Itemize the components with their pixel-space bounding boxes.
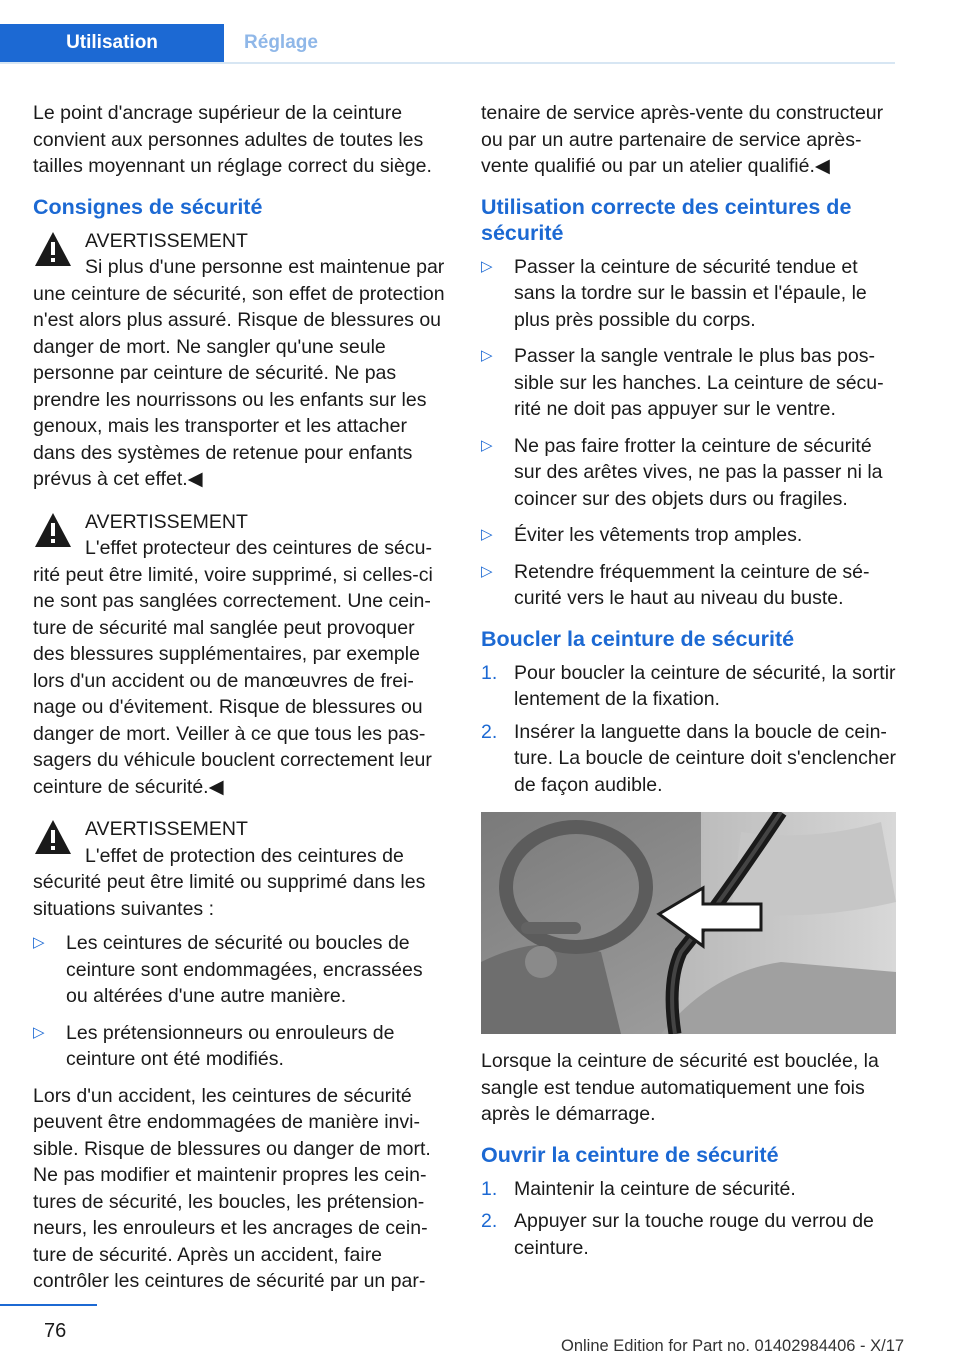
- heading-correct-use: Utilisation correcte des ceintures de sécurité: [481, 194, 852, 245]
- list-item: ▷ Passer la sangle ventrale le plus bas possible sur les hanches. La ceinture de sécurité ne doit pas appuyer sur le ventre.: [481, 345, 884, 420]
- buckle-steps: [481, 660, 897, 799]
- figure-caption: Lorsque la ceinture de sécurité est bouclée, la sangle est tendue automatiquement une fois après le démarrage.: [481, 1050, 879, 1125]
- seatbelt-figure: [481, 812, 896, 1034]
- triangle-bullet-icon: ▷: [33, 1023, 45, 1041]
- warning-block: [33, 509, 448, 801]
- triangle-bullet-icon: ▷: [481, 526, 493, 543]
- list-item: ▷ Les ceintures de sécurité ou boucles de ceinture sont endommagées, encrassées ou altérées d'une autre manière.: [33, 932, 423, 1007]
- list-item: ▷ Ne pas faire frotter la ceinture de sécurité sur des arêtes vives, ne pas la passer ni la coincer sur des objets durs ou fragiles.: [481, 434, 883, 510]
- list-item: 1. Pour boucler la ceinture de sécurité, la sortir lentement de la fixation.: [481, 661, 896, 710]
- triangle-bullet-icon: ▷: [481, 347, 493, 364]
- warning-text: L'effet de protection des ceintures de sécurité peut être limité ou supprimé dans les situations suivantes :: [33, 844, 426, 920]
- right-column: [481, 100, 897, 1273]
- triangle-bullet-icon: ▷: [481, 257, 493, 275]
- warning-title: AVERTISSEMENT: [85, 510, 248, 533]
- left-column: [33, 100, 448, 1307]
- tab-reglage[interactable]: Réglage: [244, 32, 318, 53]
- triangle-bullet-icon: ▷: [481, 436, 493, 454]
- warning-title: AVERTISSEMENT: [85, 229, 248, 252]
- warning-triangle-icon: [33, 511, 73, 549]
- heading-open: Ouvrir la ceinture de sécurité: [481, 1142, 779, 1167]
- page-number: 76: [44, 1320, 67, 1342]
- warning-text: L'effet protecteur des ceintures de sécurité peut être limité, voire supprimé, si celles-ci ne sont pas sanglées correctement. Une ceinture de sécurité mal sanglée peut provoquer des blessures supplémentaires, par exemple lors d'un accident ou de manœuvres de freinage ou d'évitement. Risque de blessures ou danger de mort. Veiller à ce que tous les passagers du véhicule bouclent correctement leur ceinture de sécurité.◀: [33, 537, 433, 798]
- list-item: 2. Appuyer sur la touche rouge du verrou de ceinture.: [481, 1210, 874, 1259]
- after-accident-paragraph: Lors d'un accident, les ceintures de sécurité peuvent être endommagées de manière invisible. Risque de blessures ou danger de mort. Ne pas modifier et maintenir propres les ceintures de sécurité, les boucles, les prétensionneurs, les enrouleurs et les ancrages de ceinture de sécurité. Après un accident, faire contrôler les ceintures de sécurité par un par-: [33, 1084, 431, 1292]
- intro-paragraph: Le point d'ancrage supérieur de la ceinture convient aux personnes adultes de toutes les tailles moyennant un réglage correct du siège.: [33, 102, 432, 177]
- list-item: ▷ Éviter les vêtements trop amples.: [481, 522, 897, 549]
- warning-text: Si plus d'une personne est maintenue par une ceinture de sécurité, son effet de protection n'est alors plus assuré. Risque de blessures ou danger de mort. Ne sangler qu'une seule personne par ceinture de sécurité. Ne pas prendre les nourrissons ou les enfants sur les genoux, mais les transporter et les attacher dans des systèmes de retenue pour enfants prévus à cet effet.◀: [33, 256, 445, 490]
- warning-triangle-icon: [33, 230, 73, 268]
- list-item: ▷ Passer la ceinture de sécurité tendue et sans la tordre sur le bassin et l'épaule, le plus près possible du corps.: [481, 255, 867, 331]
- list-item: 2. Insérer la languette dans la boucle de ceinture. La boucle de ceinture doit s'enclencher de façon audible.: [481, 720, 897, 796]
- triangle-bullet-icon: ▷: [33, 934, 45, 951]
- correct-use-list: [481, 254, 897, 612]
- footer-rule: [0, 1304, 97, 1306]
- list-item: ▷ Retendre fréquemment la ceinture de sécurité vers le haut au niveau du buste.: [481, 560, 870, 609]
- header-tabs: [0, 24, 895, 64]
- warning-triangle-icon: [33, 818, 73, 856]
- heading-buckle: Boucler la ceinture de sécurité: [481, 626, 795, 651]
- heading-safety: Consignes de sécurité: [33, 194, 263, 219]
- seat-illustration: [481, 812, 896, 1034]
- tab-utilisation[interactable]: Utilisation: [0, 24, 224, 62]
- triangle-bullet-icon: ▷: [481, 562, 493, 580]
- list-item: 1. Maintenir la ceinture de sécurité.: [481, 1177, 796, 1200]
- warning-block: [33, 228, 448, 493]
- continued-paragraph: tenaire de service après-vente du constructeur ou par un autre partenaire de service après-vente qualifié ou par un atelier qualifié.◀: [481, 102, 884, 177]
- list-item: ▷ Les prétensionneurs ou enrouleurs de ceinture ont été modifiés.: [33, 1021, 395, 1070]
- open-steps: [481, 1176, 897, 1262]
- edition-note: Online Edition for Part no. 01402984406 - X/17: [561, 1337, 905, 1355]
- situations-list: [33, 930, 448, 1073]
- warning-block: [33, 816, 448, 922]
- warning-title: AVERTISSEMENT: [85, 818, 248, 840]
